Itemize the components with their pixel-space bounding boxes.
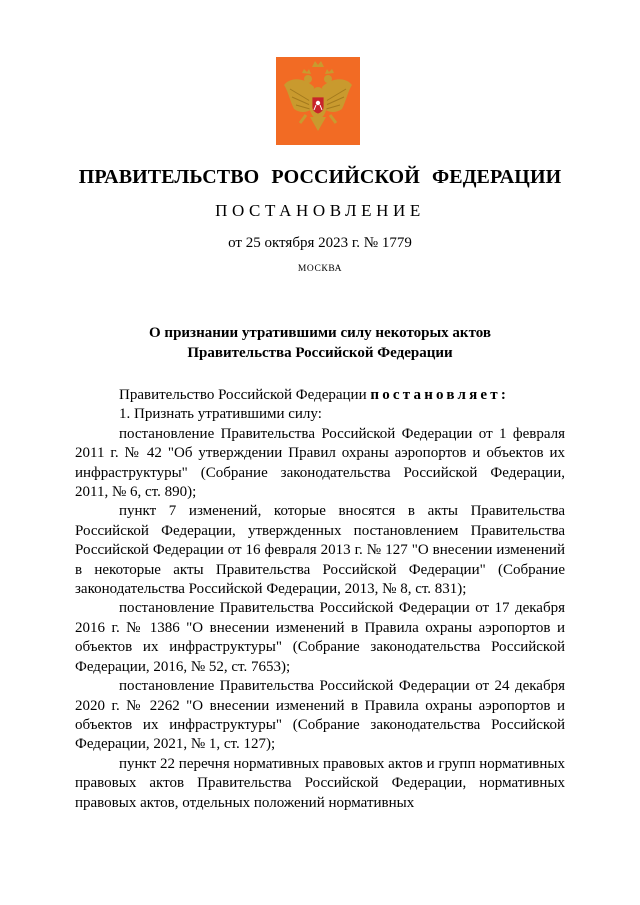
document-type: ПОСТАНОВЛЕНИЕ xyxy=(215,201,425,220)
subject-line-1: О признании утратившими силу некоторых актов xyxy=(149,325,491,341)
body-paragraph: пункт 7 изменений, которые вносятся в акты Правительства Российской Федерации, утвержденных постановлением Правительства Российской Федерации от 16 февраля 2013 г. № 127 "О внесении изменений в некоторые акты Правительства Российской Федерации" (Собрание законодательства Российской Федерации, 2013, № 8, ст. 831); xyxy=(75,503,565,598)
subject-line-2: Правительства Российской Федерации xyxy=(187,345,453,361)
body-paragraph: постановление Правительства Российской Федерации от 17 декабря 2016 г. № 1386 "О внесении изменений в Правила охраны аэропортов и объектов их инфраструктуры" (Собрание законодательства Российской Федерации, 2016, № 52, ст. 7653); xyxy=(75,600,565,675)
intro-text: Правительство Российской Федерации xyxy=(119,387,367,403)
intro-resolves: постановляет: xyxy=(370,387,510,403)
organization-title: ПРАВИТЕЛЬСТВО РОССИЙСКОЙ ФЕДЕРАЦИИ xyxy=(78,166,562,188)
document-city: МОСКВА xyxy=(297,264,343,274)
document-date-number: от 25 октября 2023 г. № 1779 xyxy=(228,235,412,251)
body-paragraph: постановление Правительства Российской Федерации от 24 декабря 2020 г. № 2262 "О внесении изменений в Правила охраны аэропортов и объектов их инфраструктуры" (Собрание законодательства Российской Федерации, 2021, № 1, ст. 127); xyxy=(75,678,565,753)
coat-of-arms-icon xyxy=(276,57,360,145)
item-1: 1. Признать утратившими силу: xyxy=(119,406,322,423)
document-subject xyxy=(0,323,640,363)
body-paragraph: постановление Правительства Российской Федерации от 1 февраля 2011 г. № 42 "Об утверждении Правил охраны аэропортов и объектов их инфраструктуры" (Собрание законодательства Российской Федерации, 2011, № 6, ст. 890); xyxy=(75,425,565,501)
document-body xyxy=(75,386,565,813)
body-paragraph: пункт 22 перечня нормативных правовых актов и групп нормативных правовых актов Правительства Российской Федерации, нормативных правовых актов, отдельных положений нормативных xyxy=(75,755,565,811)
intro-paragraph xyxy=(75,386,565,405)
